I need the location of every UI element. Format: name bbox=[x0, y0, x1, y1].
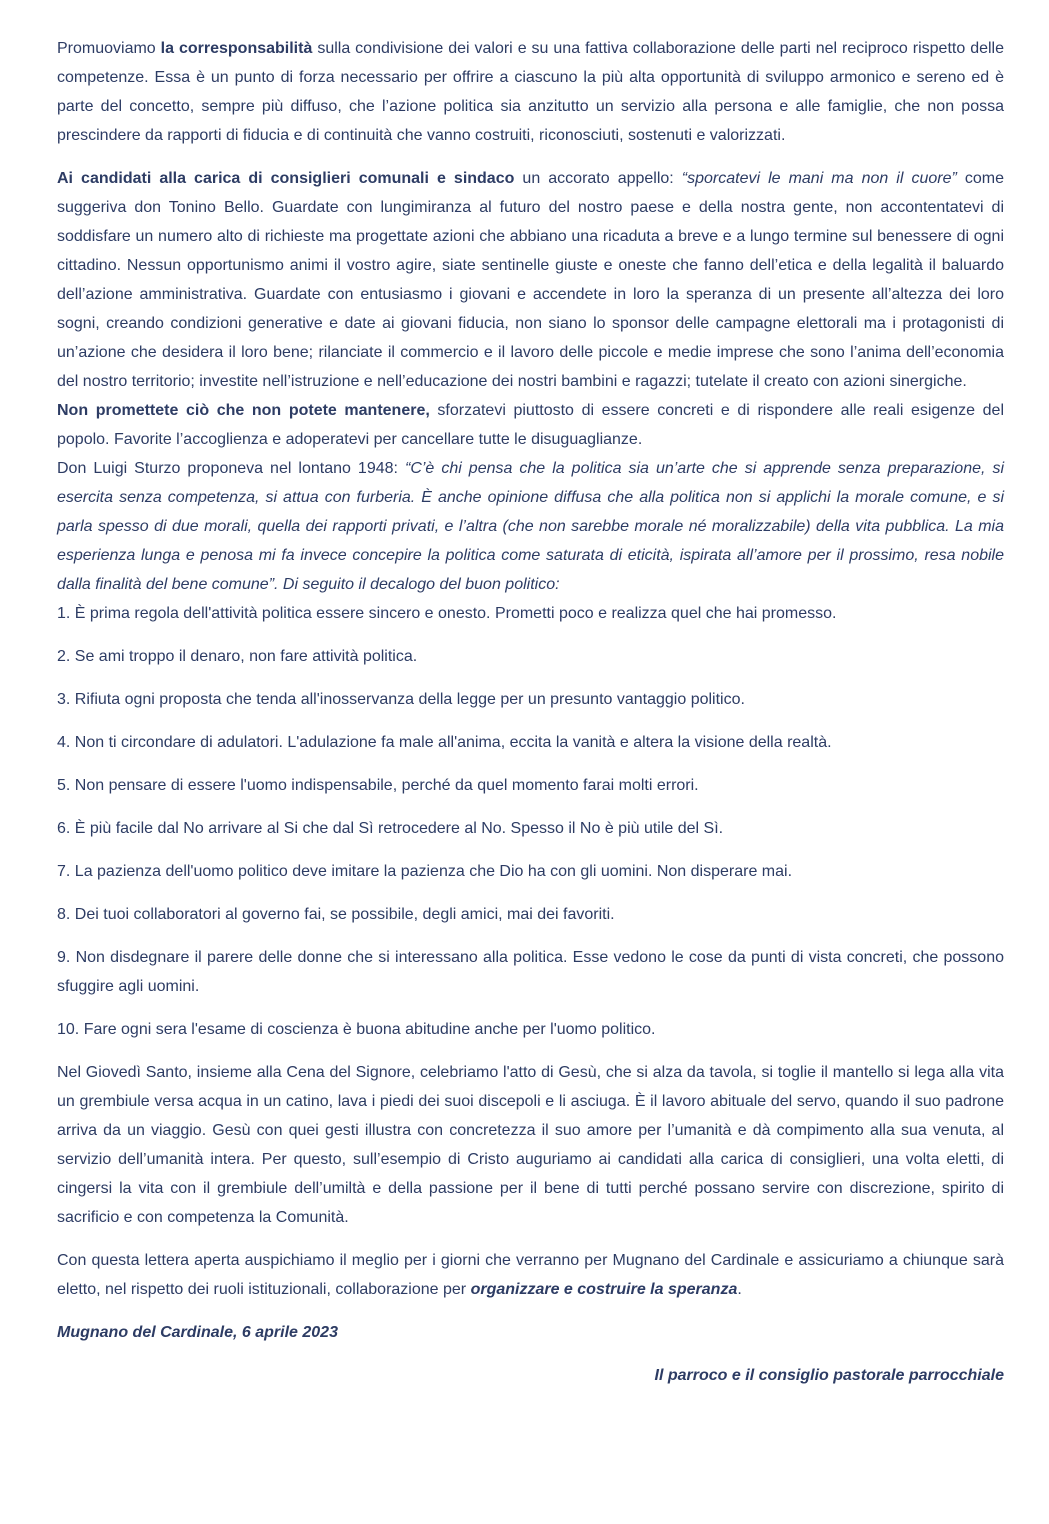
decalogo-item-6: 6. È più facile dal No arrivare al Si che dal Sì retrocedere al No. Spesso il No è più utile del Sì. bbox=[57, 820, 724, 837]
text-run: come suggeriva don Tonino Bello. Guardate con lungimiranza al futuro del nostro paese e della nostra gente, non accontentatevi di soddisfare un numero alto di richieste ma progettate azioni che abbiano una ricaduta a breve e a lungo termine sul benessere di ogni cittadino. Nessun opportunismo animi il vostro agire, siate sentinelle giuste e oneste che fanno dell’etica e della legalità il baluardo dell’azione amministrativa. Guardate con entusiasmo i giovani e accendete in loro la speranza di un presente all’altezza dei loro sogni, creando condizioni generative e date ai giovani fiducia, non siano lo sponsor delle campagne elettorali ma i protagonisti di un’azione che desidera il loro bene; rilanciate il commercio e il lavoro delle piccole e medie imprese che sono l’anima dell’economia del nostro territorio; investite nell’istruzione e nell’educazione dei nostri bambini e ragazzi; tutelate il creato con azioni sinergiche. bbox=[57, 170, 1004, 390]
decalogo-item-9: 9. Non disdegnare il parere delle donne che si interessano alla politica. Esse vedono le cose da punti di vista concreti, che possono sfuggire agli uomini. bbox=[57, 949, 1004, 995]
text-run: Don Luigi Sturzo proponeva nel lontano 1948: bbox=[57, 460, 405, 477]
dateline: Mugnano del Cardinale, 6 aprile 2023 bbox=[57, 1324, 338, 1341]
text-run-bold: la corresponsabilità bbox=[160, 40, 313, 57]
signature: Il parroco e il consiglio pastorale parrocchiale bbox=[654, 1367, 1004, 1384]
decalogo-item-3: 3. Rifiuta ogni proposta che tenda all'inosservanza della legge per un presunto vantaggio politico. bbox=[57, 691, 745, 708]
paragraph-giovedi-santo: Nel Giovedì Santo, insieme alla Cena del Signore, celebriamo l'atto di Gesù, che si alza da tavola, si toglie il mantello si lega alla vita un grembiule versa acqua in un catino, lava i piedi dei suoi discepoli e li asciuga. È il lavoro abituale del servo, quando il suo padrone arriva da un viaggio. Gesù con quei gesti illustra con concretezza il suo amore per l’umanità e dà compimento alla sua venuta, al servizio dell’umanità intera. Per questo, sull’esempio di Cristo auguriamo ai candidati alla carica di consiglieri, una volta eletti, di cingersi la vita con il grembiule dell’umiltà e della passione per il bene di tutti perché possano servire con discrezione, spirito di sacrificio e con competenza la Comunità. bbox=[57, 1064, 1004, 1226]
text-run: sulla condivisione dei valori e su una fattiva collaborazione delle parti nel reciproco rispetto delle competenze. Essa è un punto di forza necessario per offrire a ciascuno la più alta opportunità di sviluppo armonico e sereno ed è parte del concetto, sempre più diffuso, che l’azione politica sia anzitutto un servizio alla persona e alle famiglie, che non possa prescindere da rapporti di fiducia e di continuità che vanno costruiti, riconosciuti, sostenuti e valorizzati. bbox=[57, 40, 1004, 144]
decalogo-item-1: 1. È prima regola dell'attività politica essere sincero e onesto. Prometti poco e realizza quel che hai promesso. bbox=[57, 605, 837, 622]
text-run-italic-quote: “C’è chi pensa che la politica sia un’arte che si apprende senza preparazione, si esercita senza competenza, si attua con furberia. È anche opinione diffusa che alla politica non si applichi la morale comune, e si parla spesso di due morali, quella dei rapporti privati, e l’altra (che non sarebbe morale né moralizzabile) della vita pubblica. La mia esperienza lunga e penosa mi fa invece concepire la politica come saturata di eticità, ispirata all’amore per il prossimo, resa nobile dalla finalità del bene comune”. Di seguito il decalogo del buon politico: bbox=[57, 460, 1005, 593]
paragraph-chiusura bbox=[57, 1246, 1004, 1304]
paragraph-corresponsabilita bbox=[57, 34, 1004, 150]
text-run: Con questa lettera aperta auspichiamo il meglio per i giorni che verranno per Mugnano del Cardinale e assicuriamo a chiunque sarà eletto, nel rispetto dei ruoli istituzionali, collaborazione per bbox=[57, 1252, 1004, 1298]
decalogo-item-8: 8. Dei tuoi collaboratori al governo fai, se possibile, degli amici, mai dei favoriti. bbox=[57, 906, 615, 923]
text-run: un accorato appello: bbox=[514, 170, 682, 187]
text-run: . bbox=[737, 1281, 742, 1298]
text-run: sforzatevi piuttosto di essere concreti e di rispondere alle reali esigenze del popolo. Favorite l’accoglienza e adoperatevi per cancellare tutte le disuguaglianze. bbox=[57, 402, 1005, 448]
text-run-italic-quote: “sporcatevi le mani ma non il cuore” bbox=[681, 170, 957, 187]
text-run-bold: Ai candidati alla carica di consiglieri comunali e sindaco bbox=[57, 170, 515, 187]
decalogo-item-2: 2. Se ami troppo il denaro, non fare attività politica. bbox=[57, 648, 418, 665]
text-run: Promuoviamo bbox=[57, 40, 161, 57]
paragraph-promesse bbox=[57, 396, 1004, 454]
decalogo-item-10: 10. Fare ogni sera l'esame di coscienza è buona abitudine anche per l'uomo politico. bbox=[57, 1021, 656, 1038]
decalogo-item-5: 5. Non pensare di essere l'uomo indispensabile, perché da quel momento farai molti errori. bbox=[57, 777, 699, 794]
text-run-bold-italic: organizzare e costruire la speranza bbox=[470, 1281, 738, 1298]
decalogo-item-4: 4. Non ti circondare di adulatori. L'adulazione fa male all'anima, eccita la vanità e altera la visione della realtà. bbox=[57, 734, 832, 751]
paragraph-candidati bbox=[57, 164, 1004, 396]
text-run-bold: Non promettete ciò che non potete mantenere, bbox=[57, 402, 430, 419]
paragraph-sturzo bbox=[57, 454, 1004, 599]
decalogo-item-7: 7. La pazienza dell'uomo politico deve imitare la pazienza che Dio ha con gli uomini. Non disperare mai. bbox=[57, 863, 793, 880]
